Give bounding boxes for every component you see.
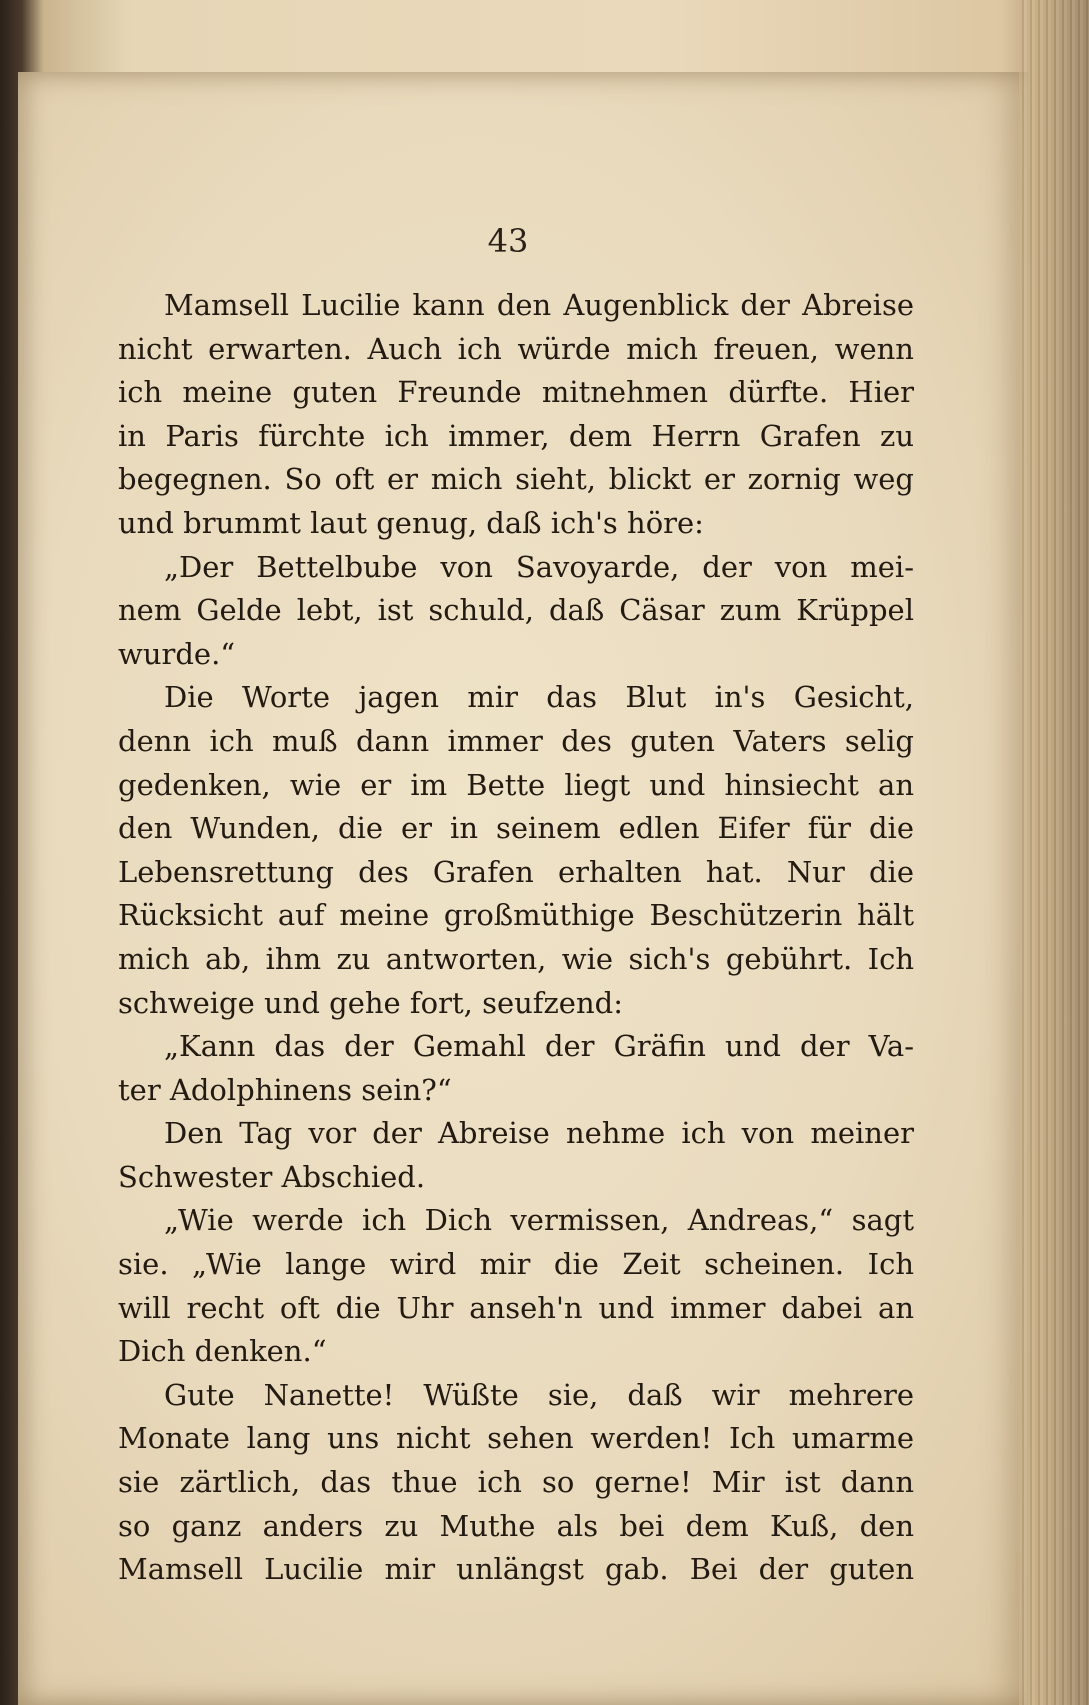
text-line: will recht oft die Uhr anseh'n und immer dabei an <box>118 1290 914 1325</box>
text-line: „Der Bettelbube von Savoyarde, der von mei- <box>164 549 914 584</box>
text-line: Schwester Abschied. <box>118 1159 426 1194</box>
text-line: Den Tag vor der Abreise nehme ich von meiner <box>164 1116 914 1151</box>
text-line: mich ab, ihm zu antworten, wie sich's gebührt. Ich <box>118 941 914 976</box>
text-line: schweige und gehe fort, seufzend: <box>118 985 623 1020</box>
text-line: ter Adolphinens sein?“ <box>118 1072 452 1107</box>
page-text <box>118 284 914 1592</box>
book-page <box>18 72 1028 1705</box>
text-line: den Wunden, die er in seinem edlen Eifer für die <box>118 811 914 846</box>
text-line: sie zärtlich, das thue ich so gerne! Mir ist dann <box>118 1465 914 1500</box>
text-line: in Paris fürchte ich immer, dem Herrn Grafen zu <box>118 418 914 453</box>
text-line: ich meine guten Freunde mitnehmen dürfte. Hier <box>118 375 914 410</box>
text-line: denn ich muß dann immer des guten Vaters selig <box>118 723 914 758</box>
page-number: 43 <box>487 222 529 260</box>
page-edges <box>1019 0 1089 1705</box>
text-line: nicht erwarten. Auch ich würde mich freuen, wenn <box>118 331 914 366</box>
text-line: und brummt laut genug, daß ich's höre: <box>118 505 704 540</box>
text-line: Mamsell Lucilie mir unlängst gab. Bei der guten <box>118 1552 914 1587</box>
text-line: Gute Nanette! Wüßte sie, daß wir mehrere <box>164 1377 914 1412</box>
text-line: „Kann das der Gemahl der Gräfin und der Va- <box>164 1029 914 1064</box>
text-line: nem Gelde lebt, ist schuld, daß Cäsar zum Krüppel <box>118 593 914 628</box>
text-line: Dich denken.“ <box>118 1334 327 1369</box>
text-line: Lebensrettung des Grafen erhalten hat. Nur die <box>118 854 914 889</box>
text-line: gedenken, wie er im Bette liegt und hinsiecht an <box>118 767 914 802</box>
text-line: Monate lang uns nicht sehen werden! Ich umarme <box>118 1421 914 1456</box>
text-line: Rücksicht auf meine großmüthige Beschützerin hält <box>118 898 914 933</box>
text-line: begegnen. So oft er mich sieht, blickt er zornig weg <box>118 462 914 497</box>
text-line: so ganz anders zu Muthe als bei dem Kuß, den <box>118 1508 914 1543</box>
text-line: Mamsell Lucilie kann den Augenblick der Abreise <box>164 288 914 322</box>
text-line: „Wie werde ich Dich vermissen, Andreas,“ sagt <box>164 1203 914 1238</box>
text-line: sie. „Wie lange wird mir die Zeit scheinen. Ich <box>118 1247 914 1282</box>
text-line: wurde.“ <box>118 636 236 671</box>
text-line: Die Worte jagen mir das Blut in's Gesicht, <box>164 680 914 715</box>
